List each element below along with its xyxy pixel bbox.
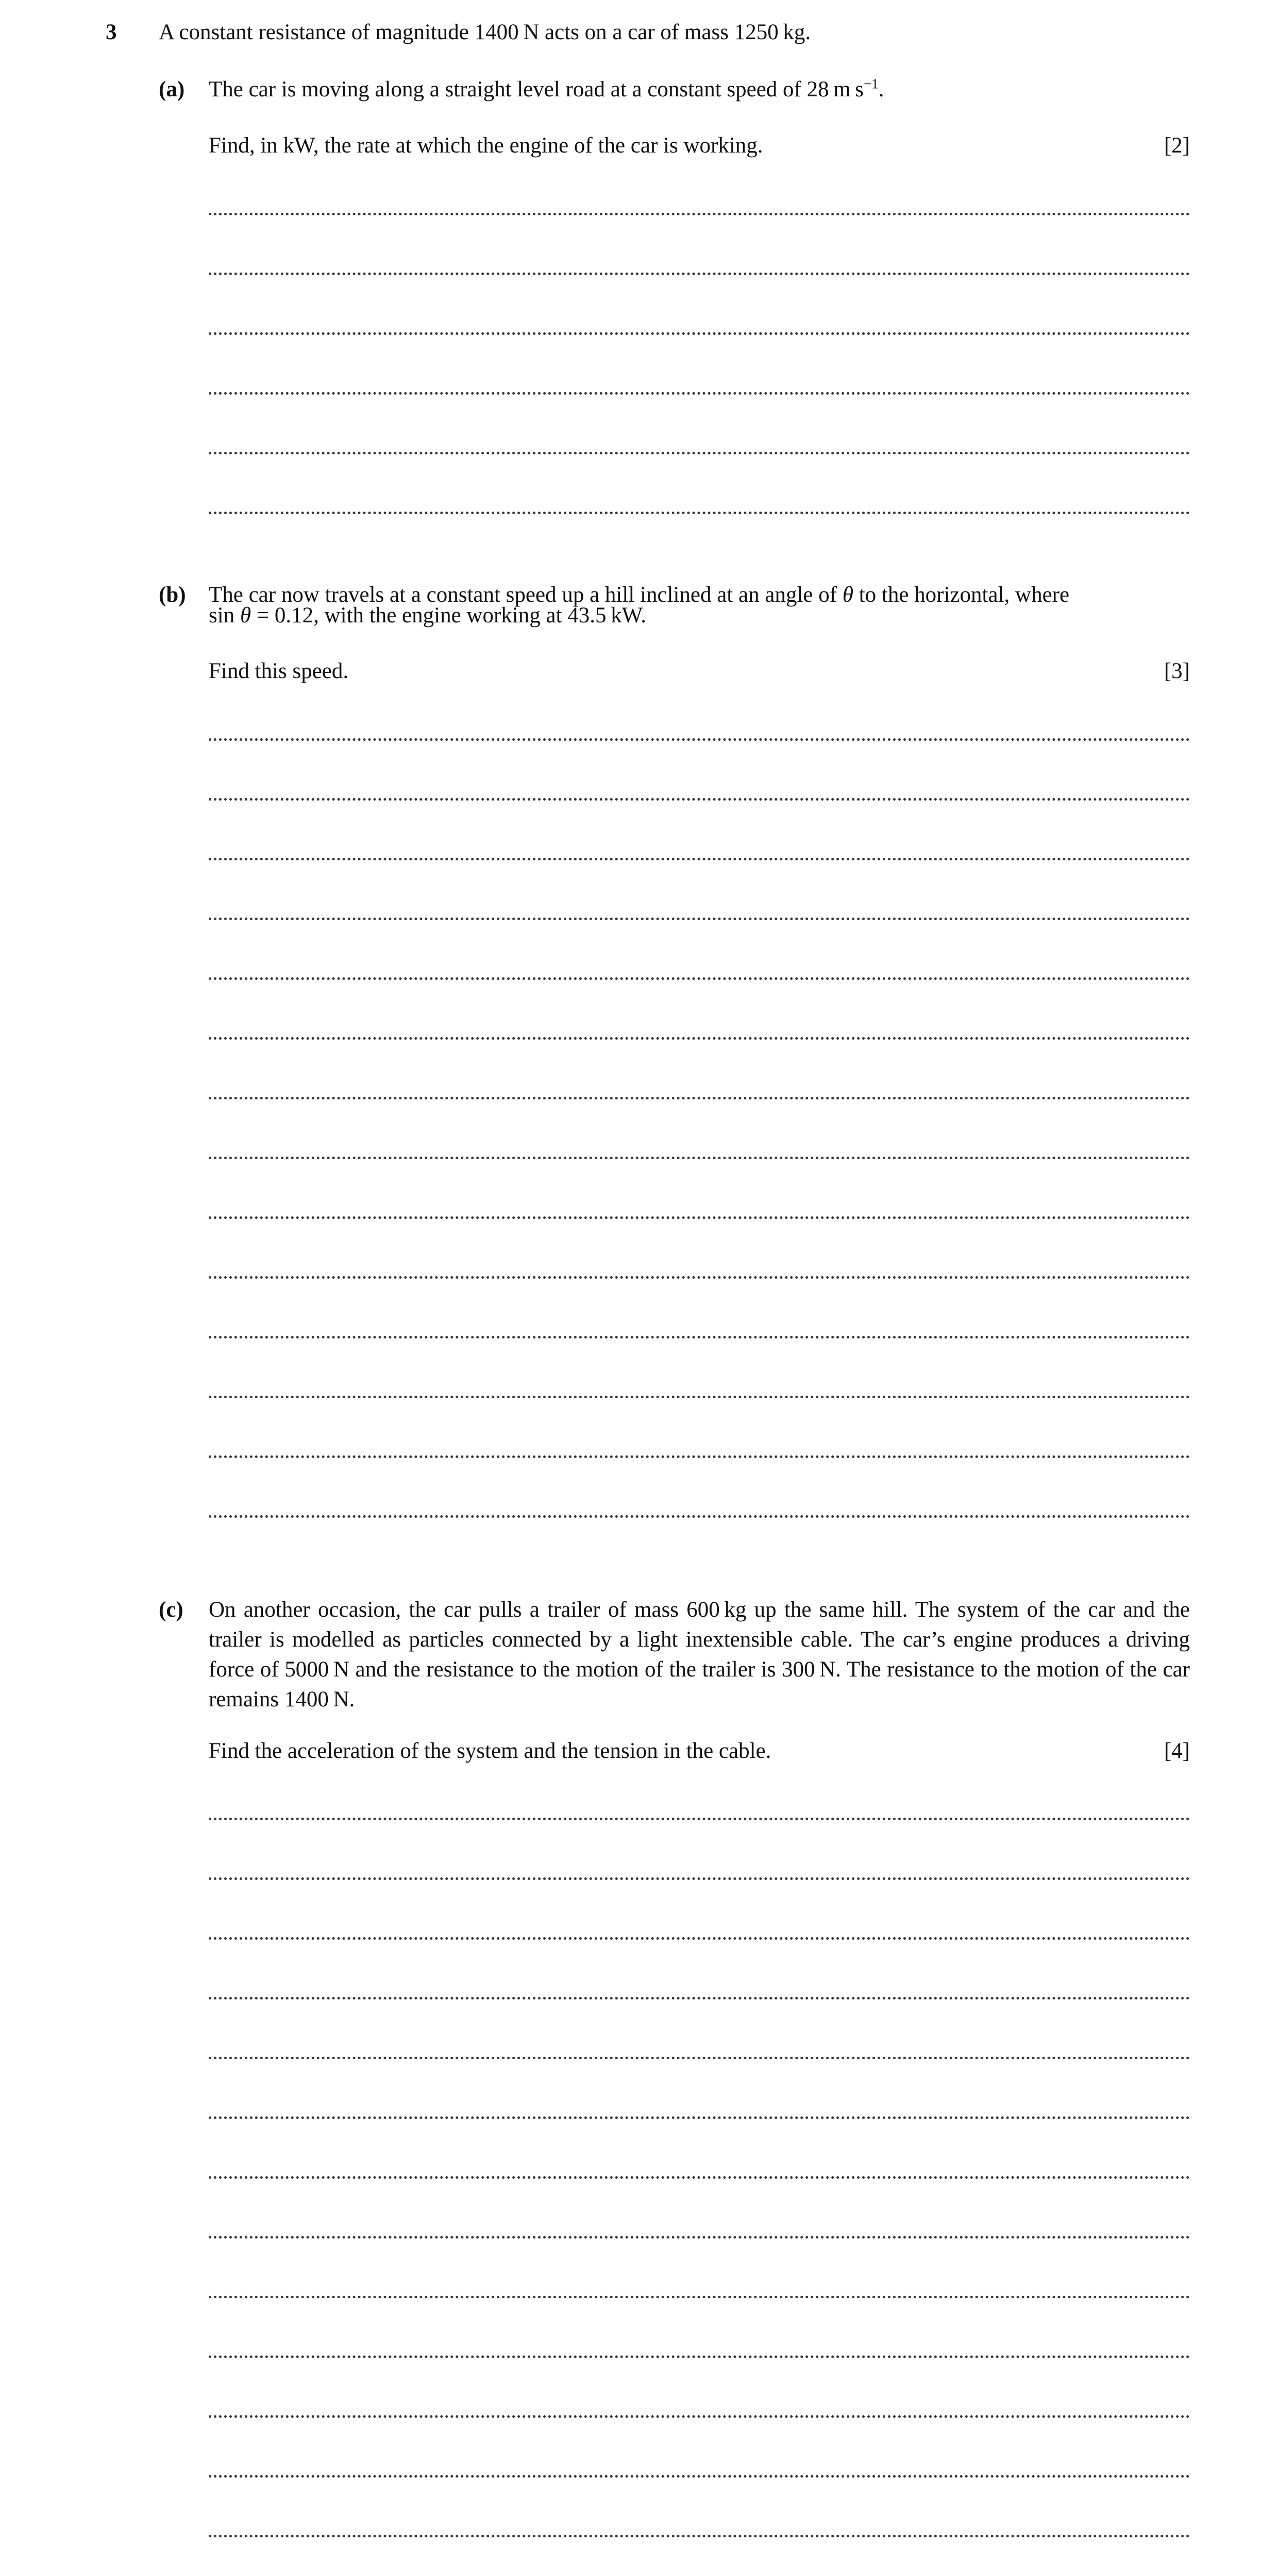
- answer-line[interactable]: [209, 2296, 1190, 2298]
- answer-line[interactable]: [209, 1276, 1190, 1279]
- answer-line[interactable]: [209, 512, 1190, 514]
- answer-line[interactable]: [209, 2236, 1190, 2239]
- answer-line[interactable]: [209, 1336, 1190, 1338]
- theta-symbol: θ: [240, 603, 251, 628]
- question-number: 3: [106, 20, 117, 44]
- answer-line[interactable]: [209, 858, 1190, 860]
- part-a-text: [209, 75, 884, 105]
- part-c-marks: [4]: [1164, 1739, 1190, 1763]
- answer-line[interactable]: [209, 213, 1190, 215]
- answer-line[interactable]: [209, 2057, 1190, 2059]
- part-b-text-line2: [209, 601, 646, 631]
- part-a-text-main: The car is moving along a straight level road at a constant speed of 28 m s: [209, 77, 864, 101]
- answer-line[interactable]: [209, 798, 1190, 801]
- part-c-text: On another occasion, the car pulls a trailer of mass 600 kg up the same hill. The system of the car and the trailer is modelled as particles connected by a light inextensible cable. The car’s engine produces a driving force of 5000 N and the resistance to the motion of the trailer is 300 N. The resistance to the motion of the car remains 1400 N.: [209, 1598, 1190, 1711]
- question-stem: A constant resistance of magnitude 1400 N acts on a car of mass 1250 kg.: [159, 20, 811, 44]
- answer-line[interactable]: [209, 2475, 1190, 2478]
- part-a-label: (a): [159, 77, 185, 101]
- part-a-marks: [2]: [1164, 133, 1190, 158]
- answer-line[interactable]: [209, 2176, 1190, 2179]
- part-b-label: (b): [159, 583, 186, 607]
- answer-line[interactable]: [209, 1157, 1190, 1159]
- part-a-text-sup: −1: [864, 76, 879, 92]
- answer-line[interactable]: [209, 1097, 1190, 1099]
- answer-line[interactable]: [209, 1997, 1190, 1999]
- answer-line[interactable]: [209, 1455, 1190, 1458]
- part-b-line1-start: The car now travels at a constant speed up a hill inclined at an angle of: [209, 583, 843, 607]
- answer-line[interactable]: [209, 1037, 1190, 1040]
- part-b-line1-end: to the horizontal, where: [853, 583, 1070, 607]
- answer-line[interactable]: [209, 2116, 1190, 2119]
- answer-line[interactable]: [209, 977, 1190, 980]
- answer-line[interactable]: [209, 1515, 1190, 1518]
- answer-line[interactable]: [209, 918, 1190, 920]
- answer-line[interactable]: [209, 392, 1190, 395]
- part-c-instruction: Find the acceleration of the system and the tension in the cable.: [209, 1739, 771, 1763]
- part-b-line2-end: = 0.12, with the engine working at 43.5 kW.: [251, 603, 647, 628]
- answer-line[interactable]: [209, 332, 1190, 335]
- theta-symbol: θ: [842, 583, 853, 607]
- part-b-line2-start: sin: [209, 603, 240, 628]
- answer-line[interactable]: [209, 1396, 1190, 1398]
- answer-line[interactable]: [209, 1937, 1190, 1940]
- answer-line[interactable]: [209, 1877, 1190, 1880]
- answer-line[interactable]: [209, 2415, 1190, 2418]
- part-b-instruction: Find this speed.: [209, 659, 349, 683]
- answer-line[interactable]: [209, 738, 1190, 741]
- answer-line[interactable]: [209, 273, 1190, 275]
- answer-line[interactable]: [209, 2355, 1190, 2358]
- part-b-marks: [3]: [1164, 659, 1190, 683]
- part-a-instruction: Find, in kW, the rate at which the engine of the car is working.: [209, 133, 763, 158]
- answer-line[interactable]: [209, 1818, 1190, 1820]
- answer-line[interactable]: [209, 2535, 1190, 2537]
- answer-line[interactable]: [209, 452, 1190, 454]
- part-a-text-end: .: [878, 77, 884, 101]
- answer-line[interactable]: [209, 1216, 1190, 1219]
- part-c-label: (c): [159, 1598, 183, 1622]
